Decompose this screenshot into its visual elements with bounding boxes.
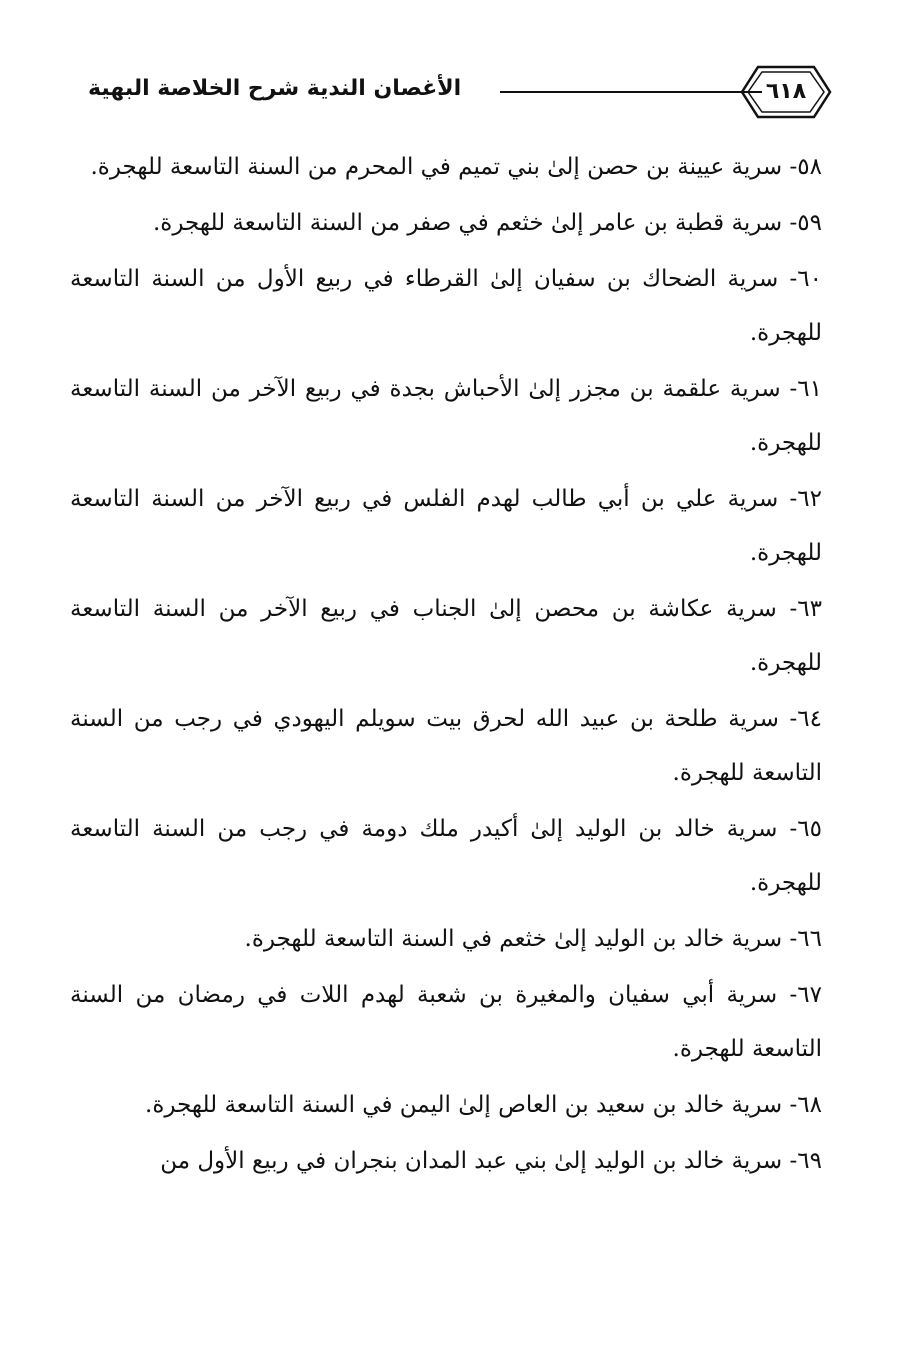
entry-text: سرية خالد بن الوليد إلىٰ بني عبد المدان بنجران في ربيع الأول من [160,1148,783,1174]
list-item: ٦٤- سرية طلحة بن عبيد الله لحرق بيت سويلم اليهودي في رجب من السنة التاسعة للهجرة. [70,706,822,786]
list-item: ٥٩- سرية قطبة بن عامر إلىٰ خثعم في صفر من السنة التاسعة للهجرة. [152,210,822,236]
page-number: ٦١٨ [765,79,807,104]
entry-number: ٦٩ [797,1148,822,1174]
list-item: ٦٧- سرية أبي سفيان والمغيرة بن شعبة لهدم اللات في رمضان من السنة التاسعة للهجرة. [70,982,822,1062]
entry-list [70,140,822,1190]
entry-text: سرية أبي سفيان والمغيرة بن شعبة لهدم اللات في رمضان من السنة التاسعة للهجرة. [70,982,822,1062]
entry-number: ٥٨ [797,154,822,180]
list-item: ٦٥- سرية خالد بن الوليد إلىٰ أكيدر ملك دومة في رجب من السنة التاسعة للهجرة. [70,816,822,896]
list-item: ٦٦- سرية خالد بن الوليد إلىٰ خثعم في السنة التاسعة للهجرة. [244,926,822,952]
entry-text: سرية علي بن أبي طالب لهدم الفلس في ربيع الآخر من السنة التاسعة للهجرة. [70,486,822,566]
page-header [60,62,840,132]
entry-text: سرية علقمة بن مجزر إلىٰ الأحباش بجدة في ربيع الآخر من السنة التاسعة للهجرة. [70,376,822,456]
entry-text: سرية عكاشة بن محصن إلىٰ الجناب في ربيع الآخر من السنة التاسعة للهجرة. [70,596,822,676]
entry-number: ٦٦ [797,926,822,952]
entry-number: ٦٨ [797,1092,822,1118]
entry-text: سرية الضحاك بن سفيان إلىٰ القرطاء في ربيع الأول من السنة التاسعة للهجرة. [70,266,822,346]
header-rule [500,91,762,93]
entry-number: ٦٤ [797,706,822,732]
entry-text: سرية خالد بن سعيد بن العاص إلىٰ اليمن في السنة التاسعة للهجرة. [145,1092,783,1118]
entry-text: سرية خالد بن الوليد إلىٰ أكيدر ملك دومة في رجب من السنة التاسعة للهجرة. [70,816,822,896]
list-item: ٦٩- سرية خالد بن الوليد إلىٰ بني عبد المدان بنجران في ربيع الأول من [160,1148,822,1174]
entry-number: ٦٢ [797,486,822,512]
entry-text: سرية عيينة بن حصن إلىٰ بني تميم في المحرم من السنة التاسعة للهجرة. [90,154,783,180]
entry-number: ٥٩ [797,210,822,236]
entry-number: ٦٠ [797,266,822,292]
list-item: ٦٠- سرية الضحاك بن سفيان إلىٰ القرطاء في ربيع الأول من السنة التاسعة للهجرة. [70,266,822,346]
entry-number: ٦٧ [797,982,822,1008]
list-item: ٦٢- سرية علي بن أبي طالب لهدم الفلس في ربيع الآخر من السنة التاسعة للهجرة. [70,486,822,566]
entry-number: ٦١ [797,376,823,402]
list-item: ٦٨- سرية خالد بن سعيد بن العاص إلىٰ اليمن في السنة التاسعة للهجرة. [145,1092,822,1118]
entry-number: ٦٣ [797,596,822,622]
entry-text: سرية قطبة بن عامر إلىٰ خثعم في صفر من السنة التاسعة للهجرة. [152,210,783,236]
list-item: ٦٣- سرية عكاشة بن محصن إلىٰ الجناب في ربيع الآخر من السنة التاسعة للهجرة. [70,596,822,676]
list-item: ٦١- سرية علقمة بن مجزر إلىٰ الأحباش بجدة في ربيع الآخر من السنة التاسعة للهجرة. [70,376,823,456]
entry-number: ٦٥ [797,816,822,842]
book-title: الأغصان الندية شرح الخلاصة البهية [88,76,462,101]
page-number-badge [740,64,832,120]
entry-text: سرية خالد بن الوليد إلىٰ خثعم في السنة التاسعة للهجرة. [244,926,783,952]
entry-text: سرية طلحة بن عبيد الله لحرق بيت سويلم اليهودي في رجب من السنة التاسعة للهجرة. [70,706,822,786]
list-item: ٥٨- سرية عيينة بن حصن إلىٰ بني تميم في المحرم من السنة التاسعة للهجرة. [90,154,822,180]
